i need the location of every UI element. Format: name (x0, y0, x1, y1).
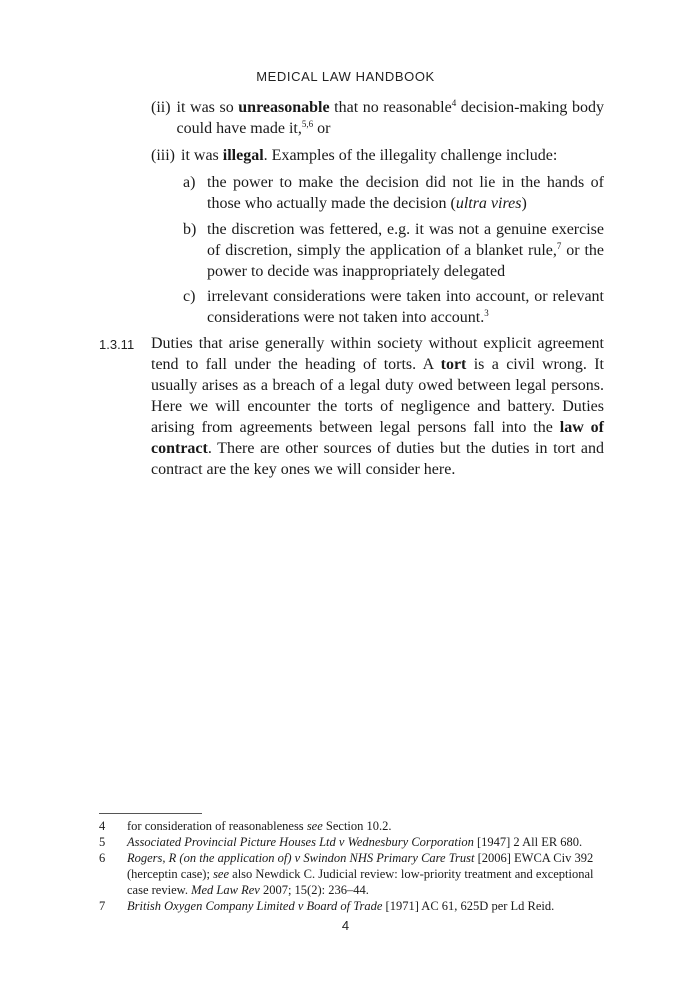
term-tort: tort (440, 356, 467, 373)
footnote-text: Associated Provincial Picture Houses Ltd v Wednesbury Corporation [1947] 2 All ER 680. (127, 835, 583, 849)
list-item-iii-number: (iii) (151, 147, 175, 164)
list-item-a (183, 172, 604, 214)
footnote-ref-3: 3 (484, 308, 489, 318)
term-law-of-contract: law of contract (151, 419, 605, 457)
running-head: MEDICAL LAW HANDBOOK (256, 69, 435, 84)
list-item-c (183, 286, 604, 328)
paragraph-number: 1.3.11 (99, 337, 135, 352)
term-unreasonable: unreasonable (238, 99, 330, 116)
list-item-ii (151, 97, 604, 139)
list-item-b-text: the discretion was fettered, e.g. it was not a genuine exercise of discretion, simply the application of a blanket rule,$^7$ or the power to decide was inappropriately delegated (207, 221, 605, 280)
footnote-number: 6 (99, 851, 106, 865)
footnotes (99, 818, 604, 914)
list-item-c-number: c) (183, 288, 196, 305)
paragraph-1-3-11: Duties that arise generally within society without explicit agreement tend to fall under the heading of torts. A tort is a civil wrong. It usually arises as a breach of a legal duty owed between legal persons. Here we will encounter the torts of negligence and battery. Duties arising from agreements between legal persons fall into the law of contract. There are other sources of duties but the duties in tort and contract are the key ones we will consider here. (151, 335, 605, 478)
footnote-text: Rogers, R (on the application of) v Swindon NHS Primary Care Trust [2006] EWCA Civ 392 (herceptin case); see also Newdick C. Judicial review: low-priority treatment and exceptional case review. Med Law Rev 2007; 15(2): 236–44. (127, 851, 594, 897)
footnote-ref-4: 4 (451, 98, 457, 108)
footnote-text: British Oxygen Company Limited v Board of Trade [1971] AC 61, 625D per Ld Reid. (127, 899, 555, 913)
footnote-7 (99, 898, 604, 914)
list-item-a-number: a) (183, 174, 196, 191)
footnote-6 (99, 850, 604, 898)
footnote-ref-7: 7 (556, 241, 562, 251)
footnote-number: 4 (99, 819, 106, 833)
footnote-rule (99, 813, 202, 814)
list-item-b-number: b) (183, 221, 197, 238)
list-item-b (183, 219, 604, 282)
list-item-c-text: irrelevant considerations were taken into account, or relevant considerations were not taken into account.$^3$ (207, 288, 604, 326)
footnote-5 (99, 834, 604, 850)
footnote-text: for consideration of reasonableness see Section 10.2. (127, 819, 392, 833)
footnote-ref-5-6: 5,6 (301, 119, 314, 129)
list-item-ii-text: it was so unreasonable that no reasonable$^4$ decision-making body could have made it,$^{5,6}$ or (176, 98, 604, 137)
list-item-a-text: the power to make the decision did not lie in the hands of those who actually made the decision (ultra vires) (207, 174, 604, 212)
term-illegal: illegal (222, 147, 264, 164)
term-ultra-vires: ultra vires (455, 195, 522, 212)
list-item-iii-text: it was illegal. Examples of the illegality challenge include: (181, 147, 558, 164)
footnote-number: 5 (99, 835, 106, 849)
footnote-4 (99, 818, 604, 834)
footnote-number: 7 (99, 899, 106, 913)
list-item-ii-number: (ii) (151, 99, 171, 116)
list-item-iii (151, 145, 604, 166)
page-number: 4 (341, 918, 350, 933)
